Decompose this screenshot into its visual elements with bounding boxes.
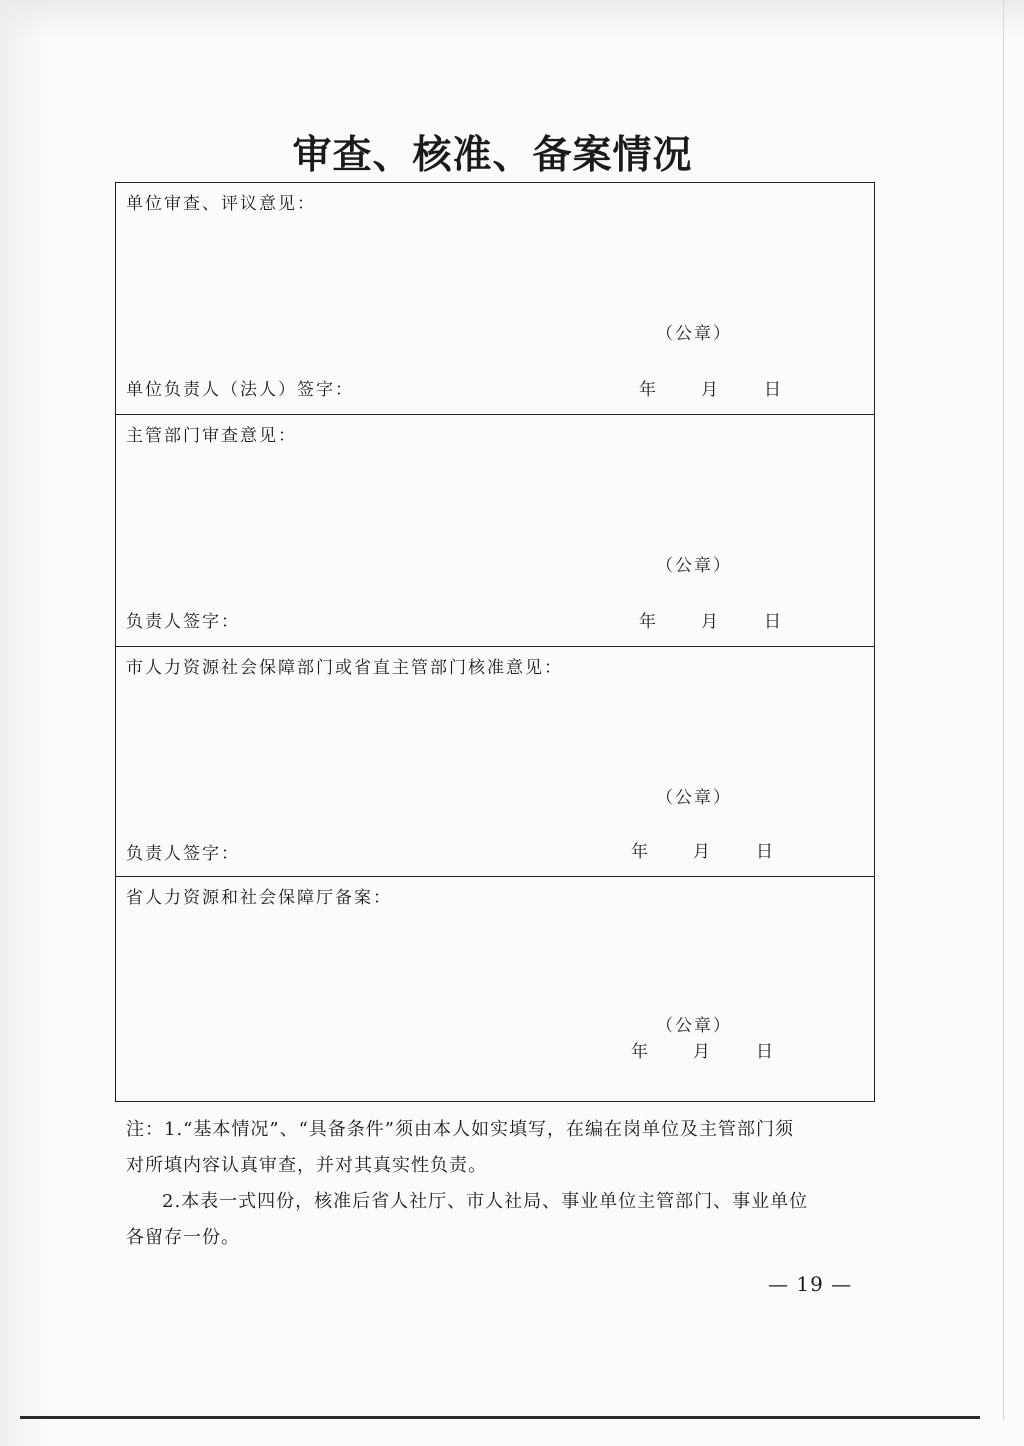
scan-top-shadow xyxy=(0,0,1024,40)
page-title: 审查、核准、备案情况 xyxy=(292,132,693,178)
filing-section xyxy=(116,877,874,1101)
review-form-table xyxy=(115,182,875,1102)
official-seal-label: （公章） xyxy=(656,324,732,344)
section-label: 主管部门审查意见： xyxy=(126,426,297,446)
day-label: 日 xyxy=(764,380,781,400)
approval-section xyxy=(116,647,874,877)
note-line: 各留存一份。 xyxy=(126,1227,240,1248)
month-label: 月 xyxy=(693,1042,710,1062)
notes-block xyxy=(126,1112,886,1256)
unit-review-section xyxy=(116,183,874,415)
month-label: 月 xyxy=(693,842,710,862)
page-number: — 19 — xyxy=(768,1272,853,1296)
year-label: 年 xyxy=(639,380,656,400)
official-seal-label: （公章） xyxy=(656,556,732,576)
year-label: 年 xyxy=(639,612,656,632)
signature-label: 负责人签字： xyxy=(126,612,240,632)
scan-left-shadow xyxy=(0,0,48,1446)
month-label: 月 xyxy=(701,612,718,632)
scan-edge-line xyxy=(1003,0,1004,1420)
day-label: 日 xyxy=(764,612,781,632)
official-seal-label: （公章） xyxy=(656,788,732,808)
year-label: 年 xyxy=(631,1042,648,1062)
supervisor-review-section xyxy=(116,415,874,647)
section-label: 单位审查、评议意见： xyxy=(126,194,316,214)
year-label: 年 xyxy=(631,842,648,862)
section-label: 市人力资源社会保障部门或省直主管部门核准意见： xyxy=(126,658,563,678)
month-label: 月 xyxy=(701,380,718,400)
note-line: 2.本表一式四份，核准后省人社厅、市人社局、事业单位主管部门、事业单位 xyxy=(162,1191,809,1212)
note-line: 注：1.“基本情况”、“具备条件”须由本人如实填写，在编在岗单位及主管部门须 xyxy=(126,1119,794,1140)
day-label: 日 xyxy=(756,1042,773,1062)
scan-bottom-line xyxy=(20,1416,980,1419)
signature-label: 负责人签字： xyxy=(126,844,240,864)
day-label: 日 xyxy=(756,842,773,862)
signature-label: 单位负责人（法人）签字： xyxy=(126,380,354,400)
section-label: 省人力资源和社会保障厅备案： xyxy=(126,888,392,908)
official-seal-label: （公章） xyxy=(656,1016,732,1036)
note-line: 对所填内容认真审查，并对其真实性负责。 xyxy=(126,1155,487,1176)
